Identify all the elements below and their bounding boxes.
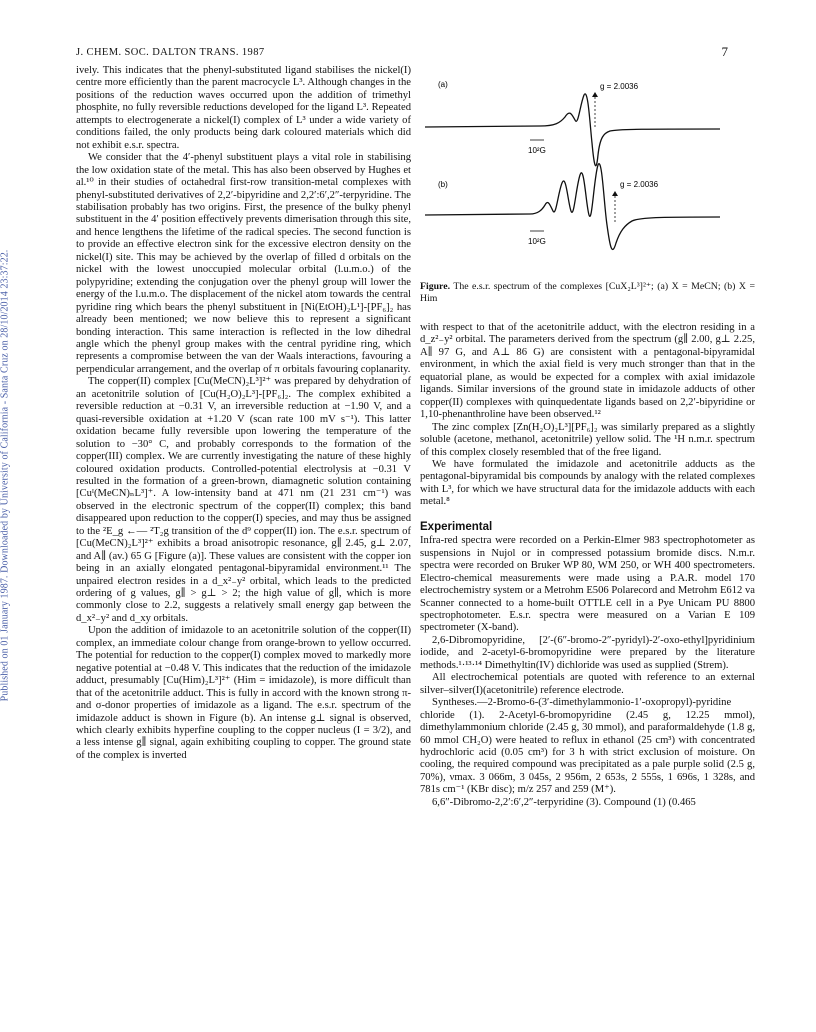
scale-label-b: 10²G: [528, 237, 546, 246]
caption-label: Figure.: [420, 281, 451, 292]
paragraph: We have formulated the imidazole and acetonitrile adducts as the pentagonal-bipyramidal bis compounds by analogy with the related complexes with L³, for which we have structural data for the imidazole adducts with each metal.⁸: [420, 458, 755, 508]
paragraph: We consider that the 4′-phenyl substituent plays a vital role in stabilising the low oxidation state of the metal. This has also been observed by Hughes et al.¹⁰ in their studies of octahedral first-row transition-metal complexes with phenyl-substituted derivatives of 2,2′-bipyridine and 2,2′:6′,2″-terpyridine. The stabilisation probably has two origins. First, the presence of the bulky phenyl substituent in the 4′ position effectively prevents dimerisation through this site, and hence lengthens the lifetime of the radical species. The second function is to provide an effective electron sink for the excessive electron density on the nickel(I) site. This may be achieved by the overlap of filled d orbitals on the nickel with the lowest unoccupied molecular orbital (l.u.m.o.) of the polypyridine; extending the conjugation over the phenyl group will lower the energy of the l.u.m.o. The displacement of the nickel atom towards the central pyridine ring which bears the phenyl substituent in [Ni(EtOH)₂L¹]-[PF₆]₂ has already been mentioned; we now believe this to represent a significant bonding interaction. This same interaction is reflected in the low dihedral angle which the phenyl group makes with the central pyridine ring, which represents a compromise between the van der Waals interactions, favouring a perpendicular arrangement, and the overlap of π orbitals favouring coplanarity.: [76, 152, 411, 375]
figure-label-b: (b): [438, 180, 448, 189]
g-arrow-b: [612, 191, 618, 196]
paragraph: The zinc complex [Zn(H₂O)₂L³][PF₆]₂ was similarly prepared as a slightly soluble (acetone, methanol, acetonitrile) yellow solid. The ¹H n.m.r. spectrum of this complex closely resembled that of the free ligand.: [420, 421, 755, 458]
download-watermark: Published on 01 January 1987. Downloaded by University of California - Santa Cruz on 28/10/2014 23:37:22.: [0, 249, 11, 702]
caption-text: The e.s.r. spectrum of the complexes [CuX₂L³]²⁺; (a) X = MeCN; (b) X = Him: [420, 281, 755, 304]
page-number: 7: [721, 44, 728, 59]
paragraph: 6,6″-Dibromo-2,2′:6′,2″-terpyridine (3). Compound (1) (0.465: [432, 796, 696, 808]
g-value-label-a: g = 2.0036: [600, 82, 639, 91]
paragraph: 2,6-Dibromopyridine, [2′-(6″-bromo-2″-pyridyl)-2′-oxo-ethyl]pyridinium iodide, and 2-acetyl-6-bromopyridine were prepared by the literature methods.¹·¹³·¹⁴ Dimethyltin(IV) dichloride was used as supplied (Strem).: [420, 634, 755, 671]
spectrum-trace-a: [425, 94, 720, 166]
scale-label-a: 10²G: [528, 146, 546, 155]
section-heading-experimental: Experimental: [420, 520, 493, 533]
right-column: [420, 65, 755, 809]
esr-spectra-plot: [420, 65, 750, 273]
paragraph: The copper(II) complex [Cu(MeCN)₂L³]²⁺ was prepared by dehydration of an acetonitrile solution of [Cu(H₂O)₂L³]-[PF₆]₂. The complex exhibited a reversible reduction at −0.31 V, an irreversible reduction at −1.90 V, and a quasi-reversible oxidation at +1.20 V (scan rate 100 mV s⁻¹). This latter oxidation became fully reversible upon lowering the temperature of the solution to −30° C, and probably corresponds to the formation of the copper(III) complex. We are currently investigating the nature of these highly coloured oxidation products. Controlled-potential electrolysis at −0.31 V resulted in the formation of a green-brown, diamagnetic solution containing [Cuᴵ(MeCN)ₙL³]⁺. A low-intensity band at 471 nm (21 231 cm⁻¹) was observed in the electronic spectrum of the copper(II) complex; this band disappeared upon reduction to the copper(I) species, and may thus be assigned to the ²E_g ←— ²T₂g transition of the d⁹ copper(II) ion. The e.s.r. spectrum of [Cu(MeCN)₂L³]²⁺ exhibits a broad anisotropic resonance, g∥ 2.45, g⊥ 2.07, and A∥ (av.) 65 G [Figure (a)]. These values are consistent with the copper ion being in an axially elongated pentagonal-bipyramidal environment.¹¹ The unpaired electron resides in a d_x²₋y² orbital, which leads to the predicted ordering of g values, g∥ > g⊥ > 2; the high value of g∥, which is more commonly close to 2.2, suggests a relatively small energy gap between the d_x²₋y² and d_xy orbitals.: [76, 376, 411, 624]
paragraph: Syntheses.—2-Bromo-6-(3′-dimethylammonio-1′-oxopropyl)-pyridine chloride (1). 2-Acetyl-6-bromopyridine (2.45 g, 12.25 mmol), dimethylammonium chloride (2.45 g, 30 mmol), and paraformaldehyde (1.8 g, 60 mmol CH₂O) were heated to reflux in ethanol (25 cm³) with concentrated hydrochloric acid (0.05 cm³) for 3 h with strict exclusion of moisture. On cooling, the required compound was precipitated as a pale purple solid (2.5 g, 70%), νmax. 3 066m, 3 045s, 2 956m, 2 653s, 2 555s, 1 696s, 1 328s, and 781s cm⁻¹ (KBr disc); m/z 257 and 259 (M⁺).: [420, 697, 755, 796]
paragraph: Infra-red spectra were recorded on a Perkin-Elmer 983 spectrophotometer as suspensions in Nujol or in compressed potassium bromide discs. N.m.r. spectra were recorded on Bruker WP 80, WM 250, or WH 400 spectrometers. Electro-chemical measurements were made using a P.A.R. model 170 electrochemistry system or a Metrohm E506 Polarecord and Metrohm E612 va Scanner connected to a home-built OTTLE cell in a Pye Unicam PU 8800 spectrophotometer. E.s.r. spectra were measured on a Varian E 109 spectrometer (X-band).: [420, 535, 755, 634]
paragraph: ively. This indicates that the phenyl-substituted ligand stabilises the nickel(I) centre more efficiently than the parent macrocycle L³. Although changes in the positions of the reduction waves occurred upon the addition of trimethyl phosphite, no fully reversible reductions developed for the ligand L³. Repeated attempts to electrogenerate a nickel(I) complex of L³ under a wide variety of conditions failed, the only products being dark coloured materials which did not exhibit e.s.r. spectra.: [76, 65, 411, 151]
g-arrow-a: [592, 92, 598, 97]
esr-figure: [420, 65, 750, 273]
spectrum-trace-b: [425, 164, 720, 250]
paragraph: with respect to that of the acetonitrile adduct, with the electron residing in a d_z²₋y² orbital. The parameters derived from the spectrum (g∥ 2.00, g⊥ 2.25, A∥ 97 G, and A⊥ 86 G) are consistent with a pentagonal-bipyramidal environment, in which the axial field is very much stronger than that in the equatorial plane, as would be expected for a complex with axial imidazole ligands. Similar inversions of the ground state in imidazole adducts of other copper(II) complexes with quinquedentate ligands based on 2,2′-bipyridine or 1,10-phenanthroline have been observed.¹²: [420, 322, 755, 421]
figure-caption: [420, 281, 755, 304]
running-header: J. CHEM. SOC. DALTON TRANS. 1987: [76, 47, 265, 58]
paragraph: All electrochemical potentials are quoted with reference to an external silver–silver(I)(acetonitrile) reference electrode.: [420, 672, 755, 696]
left-column: [76, 65, 411, 762]
paragraph: Upon the addition of imidazole to an acetonitrile solution of the copper(II) complex, an immediate colour change from orange-brown to yellow occurred. The potential for reduction to the copper(I) complex moved to markedly more negative potential at −0.48 V. This indicates that the reduction of the imidazole adduct, presumably [Cu(Him)₂L³]²⁺ (Him = imidazole), is more difficult than that of the acetonitrile adduct. This is fully in accord with the known strong π- and σ-donor properties of imidazole as a ligand. The e.s.r. spectrum of the imidazole adduct is shown in Figure (b). An intense g⊥ signal is observed, which clearly exhibits hyperfine coupling to the copper nucleus (I = 3/2), and a less intense g∥ signal, again exhibiting coupling to copper. The ground state of the complex is inverted: [76, 625, 411, 761]
figure-label-a: (a): [438, 80, 448, 89]
g-value-label-b: g = 2.0036: [620, 180, 659, 189]
